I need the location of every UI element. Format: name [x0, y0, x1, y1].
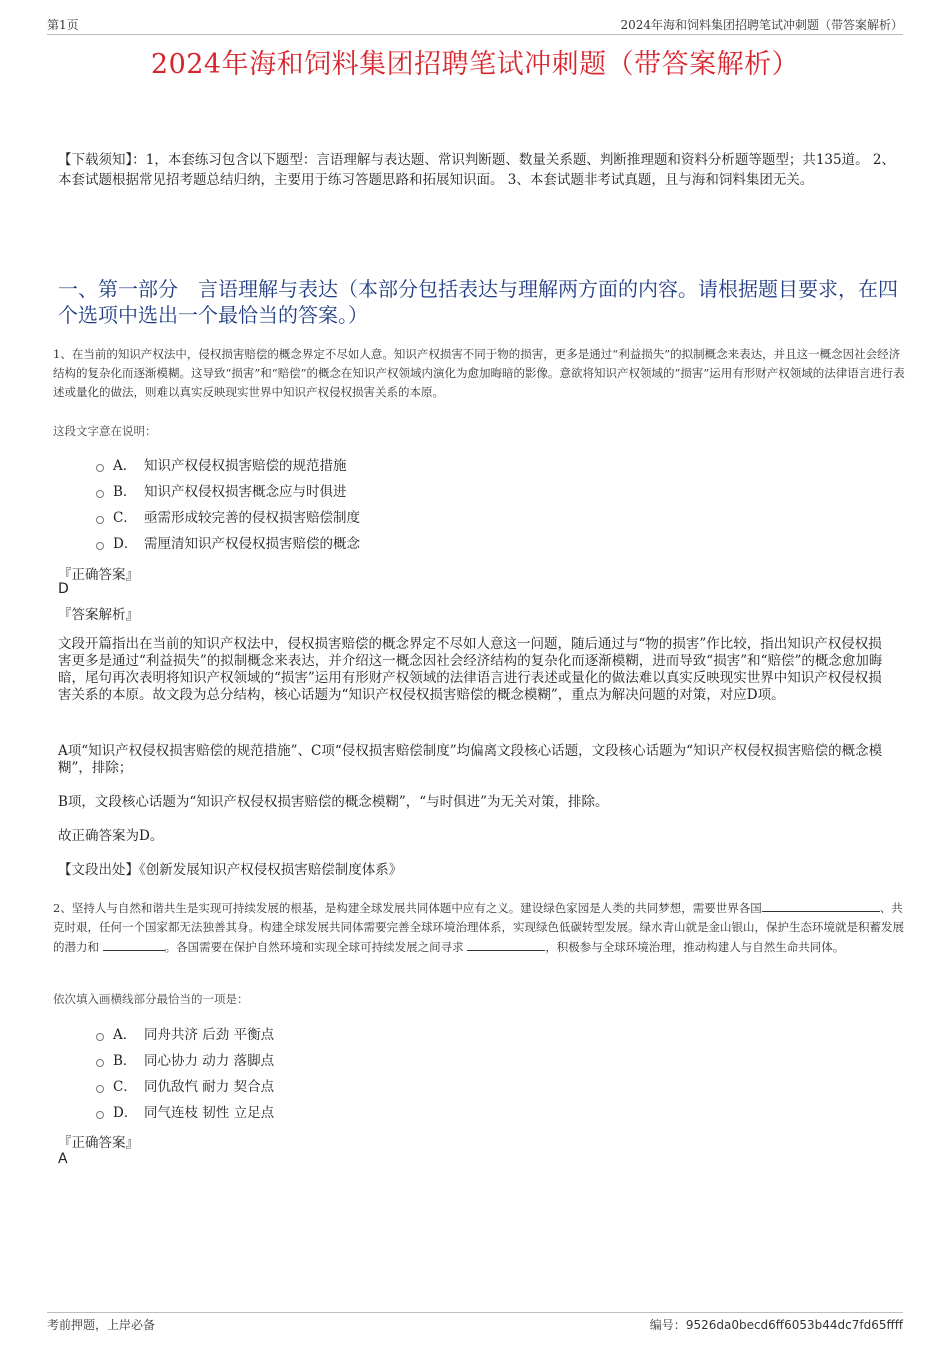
analysis-paragraph-3: B项，文段核心话题为“知识产权侵权损害赔偿的概念模糊”，“与时俱进”为无关对策，排除。 — [58, 794, 609, 810]
option-text: 同心协力 动力 落脚点 — [144, 1053, 275, 1069]
stem-text: ，积极参与全球环境治理，推动构建人与自然生命共同体。 — [545, 940, 845, 954]
radio-icon[interactable] — [96, 516, 104, 524]
option-a[interactable] — [96, 453, 360, 479]
radio-icon[interactable] — [96, 1059, 104, 1067]
download-notice: 【下载须知】：1，本套练习包含以下题型：言语理解与表达题、常识判断题、数量关系题、判断推理题和资料分析题等题型；共135道。 2、本套试题根据常见招考题总结归纳，主要用于练习答题思路和拓展知识面。 3、本套试题非考试真题，且与海和饲料集团无关。 — [58, 152, 895, 188]
option-label: D． — [113, 1105, 138, 1121]
option-text: 同气连枝 韧性 立足点 — [144, 1105, 275, 1121]
option-b[interactable] — [96, 1048, 274, 1074]
document-code — [650, 1316, 903, 1333]
radio-icon[interactable] — [96, 1085, 104, 1093]
option-c[interactable] — [96, 505, 360, 531]
option-label: B． — [113, 1053, 137, 1069]
answer-heading: 『正确答案』 — [58, 567, 139, 583]
answer-heading: 『正确答案』 — [58, 1135, 139, 1151]
fill-blank-1[interactable] — [762, 898, 880, 912]
fill-blank-2[interactable] — [103, 937, 165, 951]
answer-value: D — [58, 581, 69, 597]
option-label: A． — [113, 1027, 137, 1043]
answer-value: A — [58, 1151, 68, 1167]
question-1-options — [96, 453, 360, 557]
analysis-paragraph-1: 文段开篇指出在当前的知识产权法中，侵权损害赔偿的概念界定不尽如人意这一问题，随后通过与“物的损害”作比较，指出知识产权侵权损害更多是通过“利益损失”的拟制概念来表达，并介绍这一概念因社会经济结构的复杂化而逐渐模糊，进而导致“损害”和“赔偿”的概念愈加晦暗，尾句再次表明将知识产权领域的“损害”运用有形财产权领域的法律语言进行表述或量化的做法难以真实反映现实世界中知识产权侵权损害关系的本原。故文段为总分结构，核心话题为“知识产权侵权损害赔偿的概念模糊”，重点为解决问题的对策，对应D项。 — [58, 636, 883, 703]
section-heading: 一、第一部分 言语理解与表达（本部分包括表达与理解两方面的内容。请根据题目要求，在四个选项中选出一个最恰当的答案。） — [58, 277, 898, 327]
source-citation: 【文段出处】《创新发展知识产权侵权损害赔偿制度体系》 — [58, 862, 403, 878]
radio-icon[interactable] — [96, 464, 104, 472]
header-doc-title: 2024年海和饲料集团招聘笔试冲刺题（带答案解析） — [620, 18, 903, 32]
option-label: C． — [113, 510, 137, 526]
analysis-conclusion: 故正确答案为D。 — [58, 828, 164, 844]
question-1-stem: 1、在当前的知识产权法中，侵权损害赔偿的概念界定不尽如人意。知识产权损害不同于物的损害，更多是通过“利益损失”的拟制概念来表达，并且这一概念因社会经济结构的复杂化而逐渐模糊。这导致“损害”和“赔偿”的概念在知识产权领域内演化为愈加晦暗的影像。意欲将知识产权领域的“损害”运用有形财产权领域的法律语言进行表述或量化的做法，则难以真实反映现实世界中知识产权侵权损害关系的本原。 — [53, 347, 905, 399]
question-2-options — [96, 1022, 274, 1126]
radio-icon[interactable] — [96, 1111, 104, 1119]
option-text: 知识产权侵权损害概念应与时俱进 — [144, 484, 347, 500]
option-text: 同仇敌忾 耐力 契合点 — [144, 1079, 275, 1095]
option-text: 亟需形成较完善的侵权损害赔偿制度 — [144, 510, 360, 526]
radio-icon[interactable] — [96, 1033, 104, 1041]
option-d[interactable] — [96, 531, 360, 557]
option-label: B． — [113, 484, 137, 500]
option-text: 同舟共济 后劲 平衡点 — [144, 1027, 275, 1043]
page-number: 第1页 — [47, 18, 79, 32]
option-b[interactable] — [96, 479, 360, 505]
question-2-prompt: 依次填入画横线部分最恰当的一项是： — [53, 992, 249, 1006]
page-footer — [47, 1312, 903, 1333]
radio-icon[interactable] — [96, 490, 104, 498]
code-label: 编号： — [649, 1318, 686, 1332]
option-text: 知识产权侵权损害赔偿的规范措施 — [144, 458, 347, 474]
page-header — [47, 14, 903, 35]
fill-blank-3[interactable] — [467, 937, 545, 951]
stem-text: 2、坚持人与自然和谐共生是实现可持续发展的根基，是构建全球发展共同体题中应有之义。建设绿色家园是人类的共同梦想，需要世界各国 — [53, 901, 762, 915]
document-title: 2024年海和饲料集团招聘笔试冲刺题（带答案解析） — [150, 49, 800, 80]
option-d[interactable] — [96, 1100, 274, 1126]
footer-slogan: 考前押题，上岸必备 — [47, 1318, 156, 1332]
option-label: A． — [113, 458, 137, 474]
option-a[interactable] — [96, 1022, 274, 1048]
code-value: 9526da0becd6ff6053b44dc7fd65ffff — [685, 1318, 903, 1332]
option-label: C． — [113, 1079, 137, 1095]
option-text: 需厘清知识产权侵权损害赔偿的概念 — [144, 536, 360, 552]
question-1-prompt: 这段文字意在说明： — [53, 424, 157, 438]
stem-text: 。各国需要在保护自然环境和实现全球可持续发展之间寻求 — [164, 940, 464, 954]
question-2-stem — [53, 898, 909, 957]
radio-icon[interactable] — [96, 542, 104, 550]
stem-text: 、共克时艰，任何一个国家都无法独善其身。构建全球发展共同体需要完善全球环境治理体系，实现绿色低碳转型发展。绿水青山就是金山银山，保护生态环境就是积蓄发展的潜力和 — [53, 901, 904, 954]
analysis-paragraph-2: A项“知识产权侵权损害赔偿的规范措施”、C项“侵权损害赔偿制度”均偏离文段核心话题，文段核心话题为“知识产权侵权损害赔偿的概念模糊”，排除； — [58, 743, 883, 776]
analysis-heading: 『答案解析』 — [58, 607, 139, 623]
option-c[interactable] — [96, 1074, 274, 1100]
option-label: D． — [113, 536, 138, 552]
